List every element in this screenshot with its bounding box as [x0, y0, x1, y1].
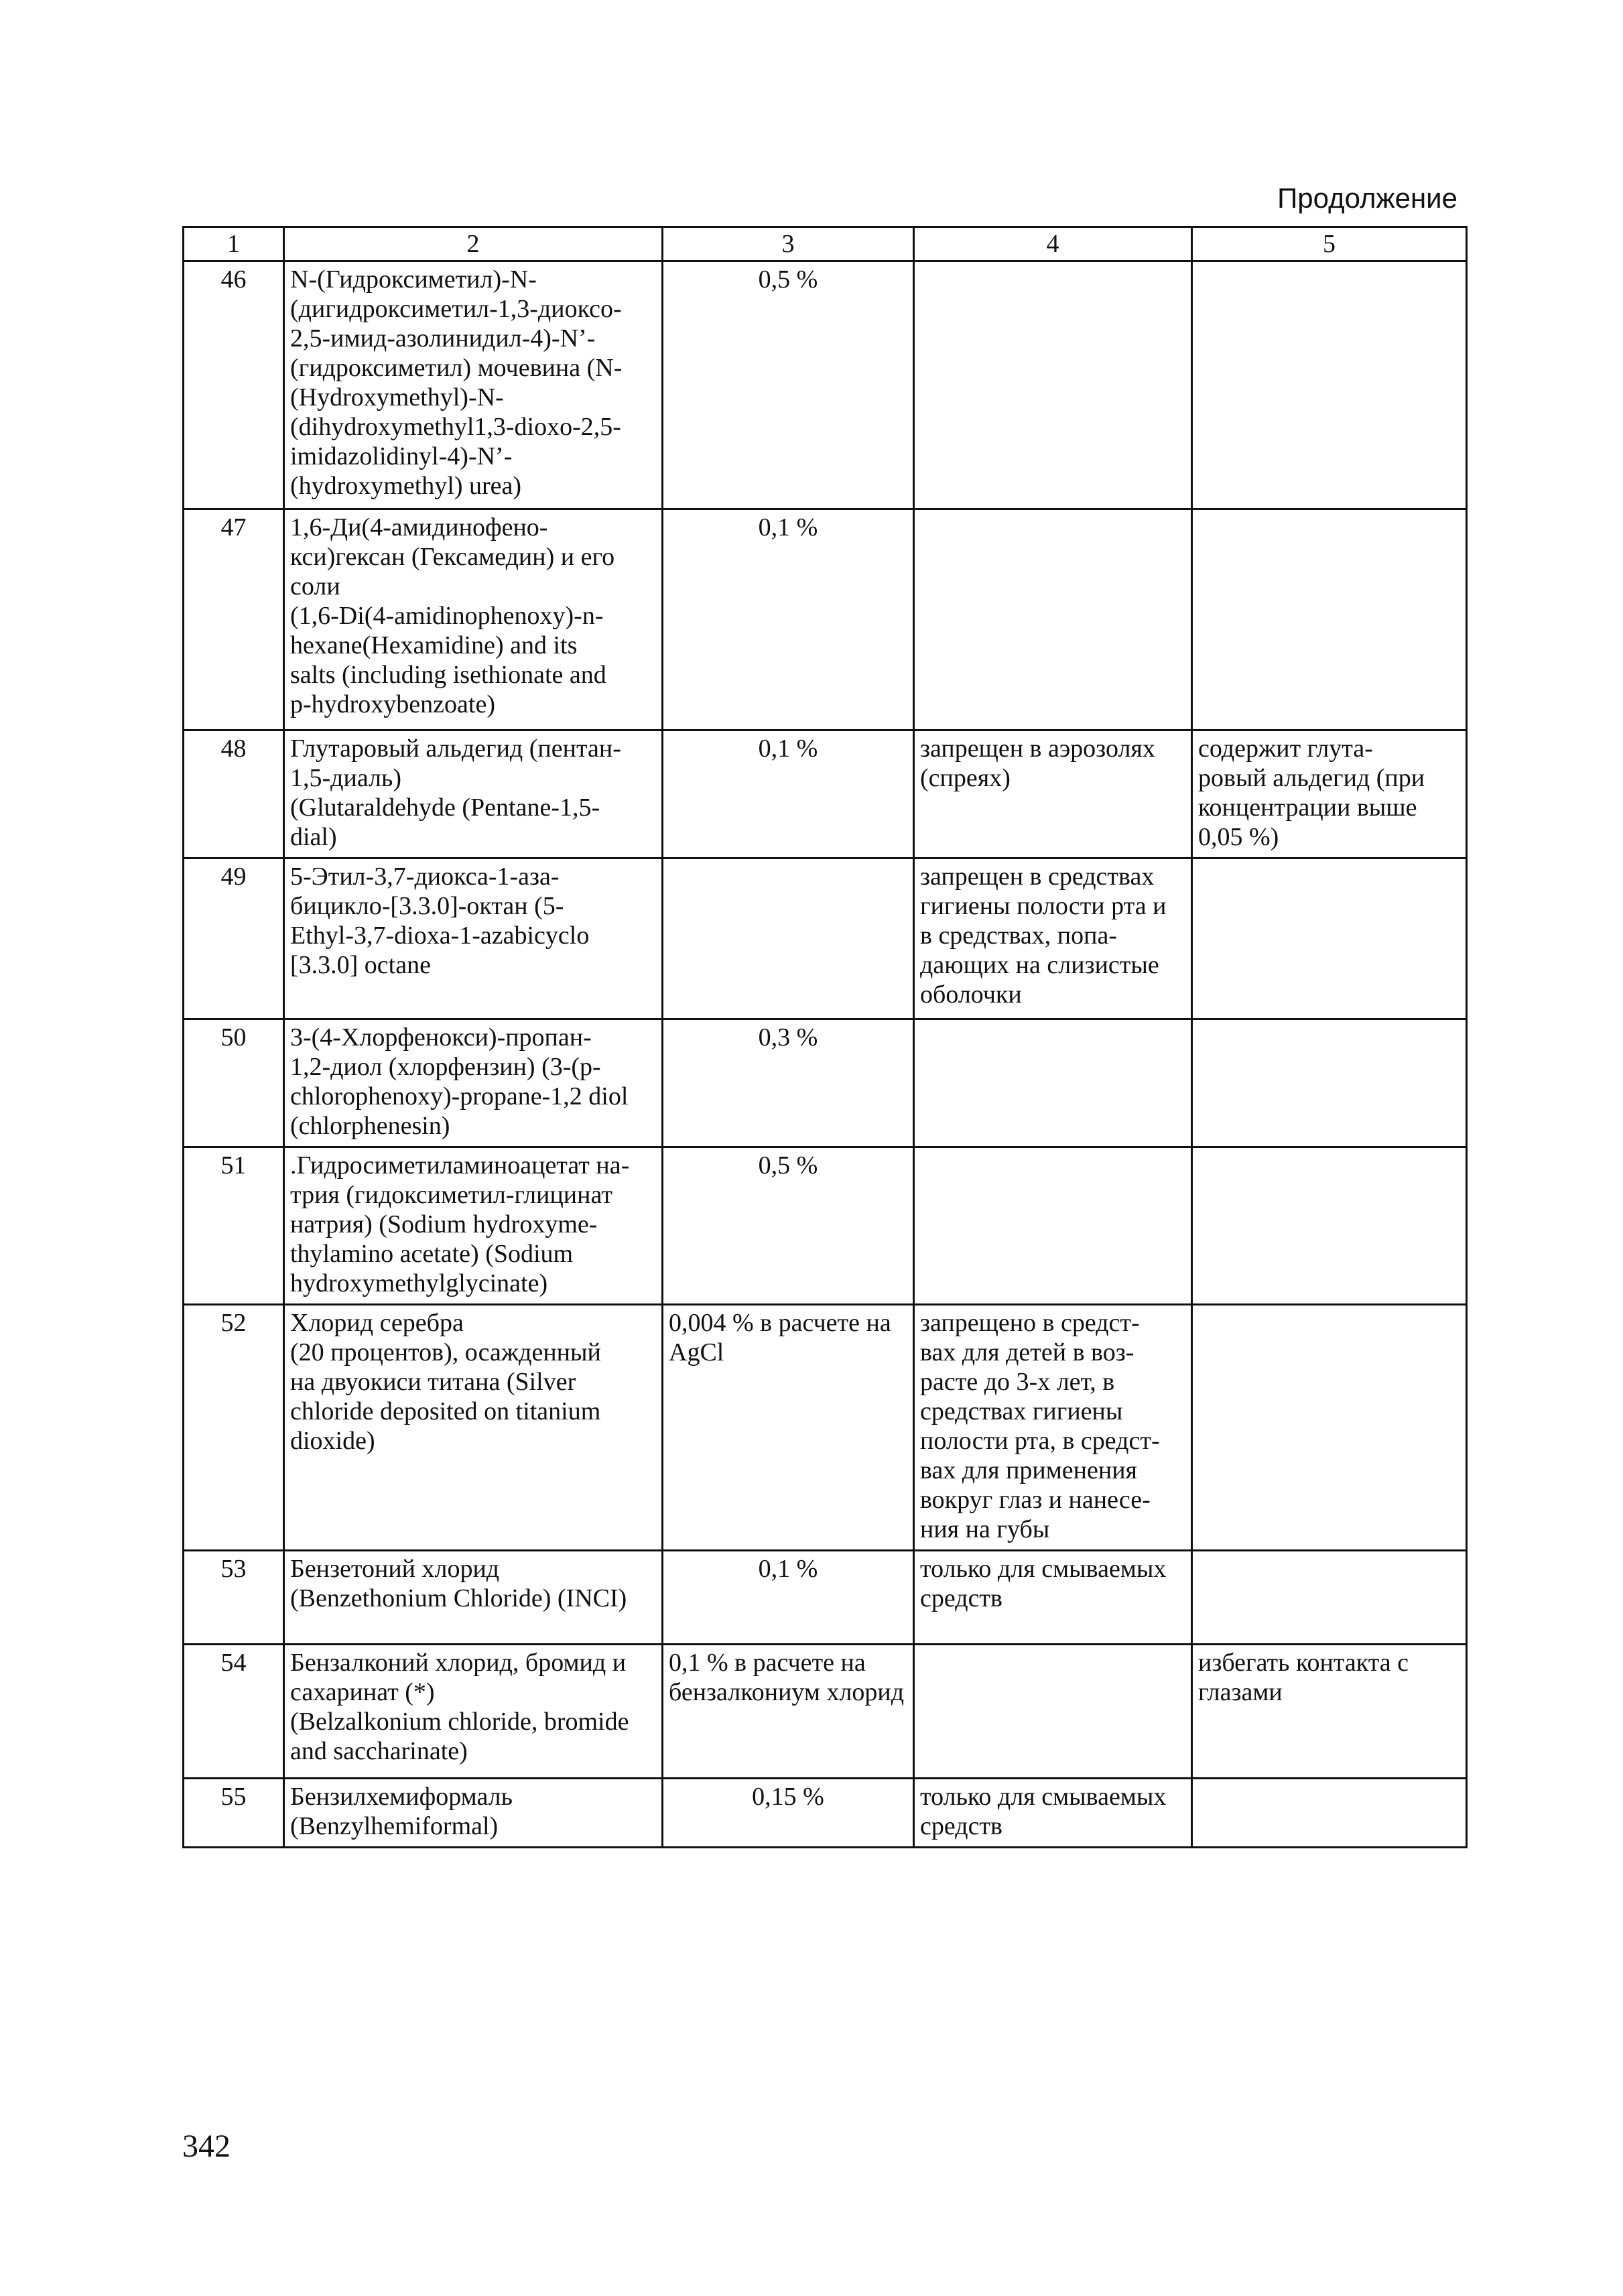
label-warning: [1192, 1147, 1467, 1305]
table-row: [184, 261, 1467, 509]
max-concentration: 0,004 % в расчете на AgCl: [663, 1305, 914, 1551]
restriction: [914, 1645, 1192, 1779]
table-row: [184, 1305, 1467, 1551]
substance-name: N-(Гидроксиметил)-N- (дигидроксиметил-1,3-диоксо- 2,5-имид-азолинидил-4)-N’- (гидроксиметил) мочевина (N- (Hydroxymethyl)-N- (dihydroxymethyl1,3-dioxo-2,5- imidazolidinyl-4)-N’- (hydroxymethyl) urea): [284, 261, 663, 509]
column-header: 4: [914, 227, 1192, 261]
substance-name: Глутаровый альдегид (пентан- 1,5-диаль) (Glutaraldehyde (Pentane-1,5- dial): [284, 730, 663, 858]
row-number: 53: [184, 1551, 284, 1645]
label-warning: [1192, 858, 1467, 1019]
table-row: [184, 1147, 1467, 1305]
row-number: 51: [184, 1147, 284, 1305]
label-warning: [1192, 1779, 1467, 1848]
table-row: [184, 730, 1467, 858]
max-concentration: 0,1 % в расчете на бензалкониум хлорид: [663, 1645, 914, 1779]
column-header: 2: [284, 227, 663, 261]
substance-name: Бензилхемиформаль (Benzylhemiformal): [284, 1779, 663, 1848]
continuation-label: Продолжение: [1277, 182, 1457, 214]
substance-name: .Гидросиметиламиноацетат на- трия (гидоксиметил-глицинат натрия) (Sodium hydroxyme- thylamino acetate) (Sodium hydroxymethylglycinate): [284, 1147, 663, 1305]
regulated-substances-table: [182, 226, 1468, 1848]
page-number: 342: [182, 2128, 231, 2164]
max-concentration: 0,1 %: [663, 509, 914, 730]
row-number: 49: [184, 858, 284, 1019]
restriction: только для смываемых средств: [914, 1779, 1192, 1848]
substance-name: Бензалконий хлорид, бромид и сахаринат (*) (Belzalkonium chloride, bromide and saccharinate): [284, 1645, 663, 1779]
label-warning: избегать контакта с глазами: [1192, 1645, 1467, 1779]
max-concentration: 0,15 %: [663, 1779, 914, 1848]
substance-name: Хлорид серебра (20 процентов), осажденный на двуокиси титана (Silver chloride deposited on titanium dioxide): [284, 1305, 663, 1551]
max-concentration: 0,1 %: [663, 730, 914, 858]
label-warning: содержит глута- ровый альдегид (при концентрации выше 0,05 %): [1192, 730, 1467, 858]
restriction: [914, 1147, 1192, 1305]
row-number: 47: [184, 509, 284, 730]
max-concentration: 0,5 %: [663, 261, 914, 509]
row-number: 50: [184, 1019, 284, 1147]
table-row: [184, 1019, 1467, 1147]
label-warning: [1192, 1305, 1467, 1551]
substance-name: 1,6-Ди(4-амидинофено- кси)гексан (Гексамедин) и его соли (1,6-Di(4-amidinophenoxy)-n- hexane(Hexamidine) and its salts (including isethionate and p-hydroxybenzoate): [284, 509, 663, 730]
table-row: [184, 1645, 1467, 1779]
label-warning: [1192, 261, 1467, 509]
restriction: запрещен в средствах гигиены полости рта и в средствах, попа- дающих на слизистые оболочки: [914, 858, 1192, 1019]
restriction: только для смываемых средств: [914, 1551, 1192, 1645]
row-number: 52: [184, 1305, 284, 1551]
row-number: 55: [184, 1779, 284, 1848]
column-header: 3: [663, 227, 914, 261]
substance-name: Бензетоний хлорид (Benzethonium Chloride) (INCI): [284, 1551, 663, 1645]
row-number: 54: [184, 1645, 284, 1779]
label-warning: [1192, 509, 1467, 730]
restriction: запрещен в аэрозолях (спреях): [914, 730, 1192, 858]
column-header: 5: [1192, 227, 1467, 261]
table-row: [184, 1551, 1467, 1645]
max-concentration: 0,5 %: [663, 1147, 914, 1305]
substance-name: 3-(4-Хлорфенокси)-пропан- 1,2-диол (хлорфензин) (3-(p- chlorophenoxy)-propane-1,2 diol (chlorphenesin): [284, 1019, 663, 1147]
table-row: [184, 509, 1467, 730]
table-row: [184, 858, 1467, 1019]
restriction: [914, 1019, 1192, 1147]
table-row: [184, 1779, 1467, 1848]
max-concentration: [663, 858, 914, 1019]
substance-name: 5-Этил-3,7-диокса-1-аза- бицикло-[3.3.0]-октан (5- Ethyl-3,7-dioxa-1-azabicyclo [3.3.0] octane: [284, 858, 663, 1019]
max-concentration: 0,3 %: [663, 1019, 914, 1147]
restriction: [914, 261, 1192, 509]
max-concentration: 0,1 %: [663, 1551, 914, 1645]
restriction: [914, 509, 1192, 730]
label-warning: [1192, 1551, 1467, 1645]
row-number: 48: [184, 730, 284, 858]
restriction: запрещено в средст- вах для детей в воз- расте до 3-х лет, в средствах гигиены полости рта, в средст- вах для применения вокруг глаз и нанесе- ния на губы: [914, 1305, 1192, 1551]
column-header: 1: [184, 227, 284, 261]
table-header-row: [184, 227, 1467, 261]
label-warning: [1192, 1019, 1467, 1147]
row-number: 46: [184, 261, 284, 509]
